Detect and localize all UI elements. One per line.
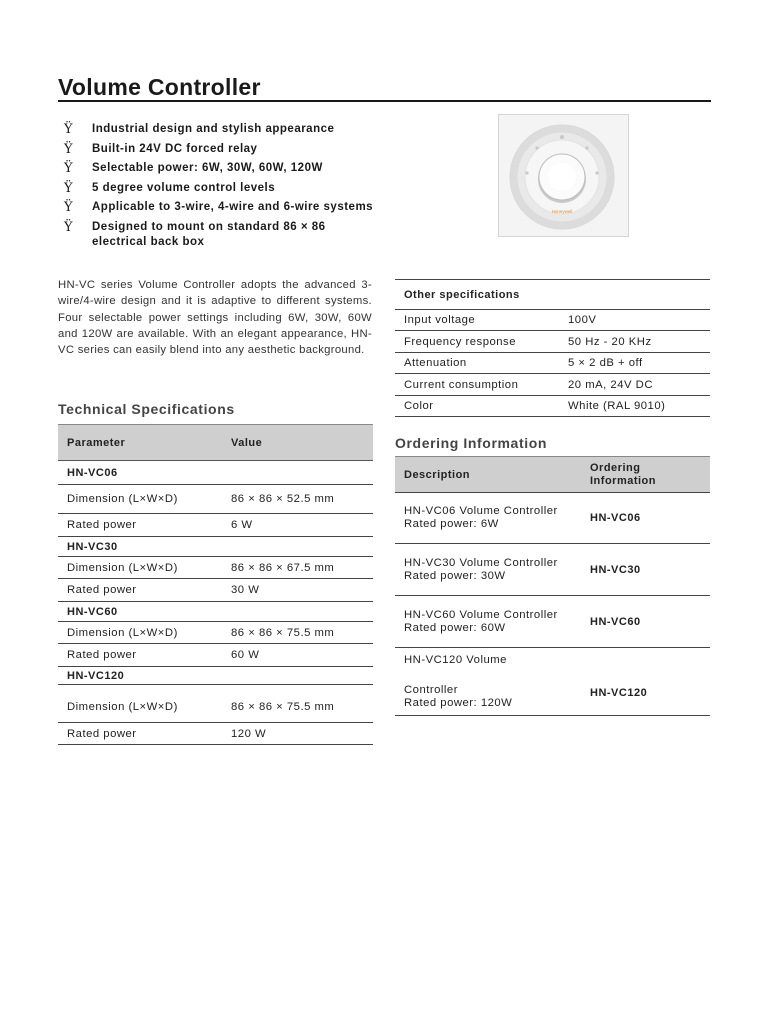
feature-item [64,181,384,196]
desc-line: Rated power: 6W [404,518,499,530]
model-name: HN-VC60 [58,602,373,622]
cell-label: Rated power [58,579,222,602]
tech-specs-heading: Technical Specifications [58,401,235,417]
cell-label: Current consumption [395,374,559,396]
order-code: HN-VC60 [581,596,710,648]
cell-value: 6 W [222,514,373,537]
table-row [395,544,710,596]
desc-line: Rated power: 30W [404,569,506,582]
order-description [395,596,581,648]
table-row [395,374,710,396]
desc-line: Rated power: 120W [404,696,513,709]
order-code: HN-VC30 [581,544,710,596]
cell-value: 86 × 86 × 52.5 mm [222,485,373,514]
cell-label: Input voltage [395,310,559,331]
col-header-ordering-line: Information [590,474,656,487]
cell-label: Dimension (L×W×D) [58,485,222,514]
table-row [395,648,710,716]
desc-line: HN-VC120 Volume [404,653,507,666]
cell-label: Rated power [58,723,222,745]
col-header-value: Value [222,425,373,461]
bullet-icon: Ÿ [64,219,74,235]
tech-specs-table [58,424,373,745]
table-row [58,685,373,723]
cell-label: Attenuation [395,353,559,374]
cell-value: 20 mA, 24V DC [559,374,710,396]
table-row [58,557,373,579]
order-description [395,493,581,544]
table-row [58,622,373,644]
desc-line: HN-VC06 Volume Controller [404,505,558,517]
group-row [58,602,373,622]
feature-item [64,200,384,215]
table-header-row [58,425,373,461]
desc-line: Controller [404,683,458,696]
feature-item [64,161,384,176]
table-row [58,514,373,537]
cell-value: 86 × 86 × 75.5 mm [222,685,373,723]
model-name: HN-VC30 [58,537,373,557]
table-row [58,579,373,602]
feature-text: Designed to mount on standard 86 × 86 electrical back box [92,220,326,248]
order-description [395,648,581,716]
model-name: HN-VC06 [67,466,118,479]
table-row [395,353,710,374]
volume-knob-illustration [499,115,628,236]
feature-item [64,122,384,137]
feature-text: Selectable power: 6W, 30W, 60W, 120W [92,162,323,174]
table-row [395,493,710,544]
table-header-row [395,457,710,493]
feature-text: Industrial design and stylish appearance [92,123,335,135]
col-header-parameter: Parameter [58,425,222,461]
group-row [58,461,373,485]
col-header-ordering-line: Ordering [590,461,641,474]
ordering-heading: Ordering Information [395,435,547,451]
other-specs-heading: Other specifications [395,280,710,310]
title-rule [58,100,711,102]
cell-value: 100V [559,310,710,331]
bullet-icon: Ÿ [64,141,74,157]
order-code: HN-VC120 [581,648,710,716]
feature-item [64,142,384,157]
table-row [395,596,710,648]
col-header-description: Description [395,457,581,493]
cell-value: 60 W [222,644,373,667]
other-specs-table [395,279,710,417]
intro-paragraph: HN-VC series Volume Controller adopts the advanced 3-wire/4-wire design and it is adaptive to different systems. Four selectable power settings including 6W, 30W, 60W and 120W are available. With an elegant appearance, HN-VC series can easily blend into any aesthetic background. [58,279,372,357]
cell-label: Dimension (L×W×D) [58,685,222,723]
table-row [395,396,710,417]
cell-label: Rated power [58,644,222,667]
table-row [58,644,373,667]
product-photo [498,114,629,237]
table-row [395,331,710,353]
cell-label: Color [395,396,559,417]
feature-text: Applicable to 3-wire, 4-wire and 6-wire systems [92,201,374,213]
cell-label: Frequency response [395,331,559,353]
bullet-icon: Ÿ [64,180,74,196]
order-code: HN-VC06 [581,493,710,544]
group-row [58,537,373,557]
brand-label: Honeywell [551,209,573,214]
bullet-icon: Ÿ [64,200,74,215]
bullet-icon: Ÿ [64,122,74,137]
cell-value: 50 Hz - 20 KHz [559,331,710,353]
desc-line: Rated power: 60W [404,621,506,634]
desc-line: HN-VC60 Volume Controller [404,608,558,621]
table-header-row [395,280,710,310]
feature-text: 5 degree volume control levels [92,181,276,194]
table-row [395,310,710,331]
cell-value: 86 × 86 × 67.5 mm [222,557,373,579]
page-title: Volume Controller [58,74,261,100]
model-name: HN-VC120 [58,667,373,685]
feature-list [64,122,384,254]
cell-label: Dimension (L×W×D) [58,622,222,644]
cell-value: 86 × 86 × 75.5 mm [222,622,373,644]
feature-item [64,220,384,250]
col-header-ordering [581,457,710,493]
table-row [58,485,373,514]
cell-label: Dimension (L×W×D) [58,557,222,579]
cell-value: White (RAL 9010) [559,396,710,417]
cell-value: 30 W [222,579,373,602]
bullet-icon: Ÿ [64,161,74,176]
group-row [58,667,373,685]
ordering-table [395,456,710,716]
cell-value: 120 W [222,723,373,745]
order-description [395,544,581,596]
cell-label: Rated power [58,514,222,537]
feature-text: Built-in 24V DC forced relay [92,142,258,155]
cell-value: 5 × 2 dB + off [559,353,710,374]
table-row [58,723,373,745]
desc-line: HN-VC30 Volume Controller [404,556,558,569]
